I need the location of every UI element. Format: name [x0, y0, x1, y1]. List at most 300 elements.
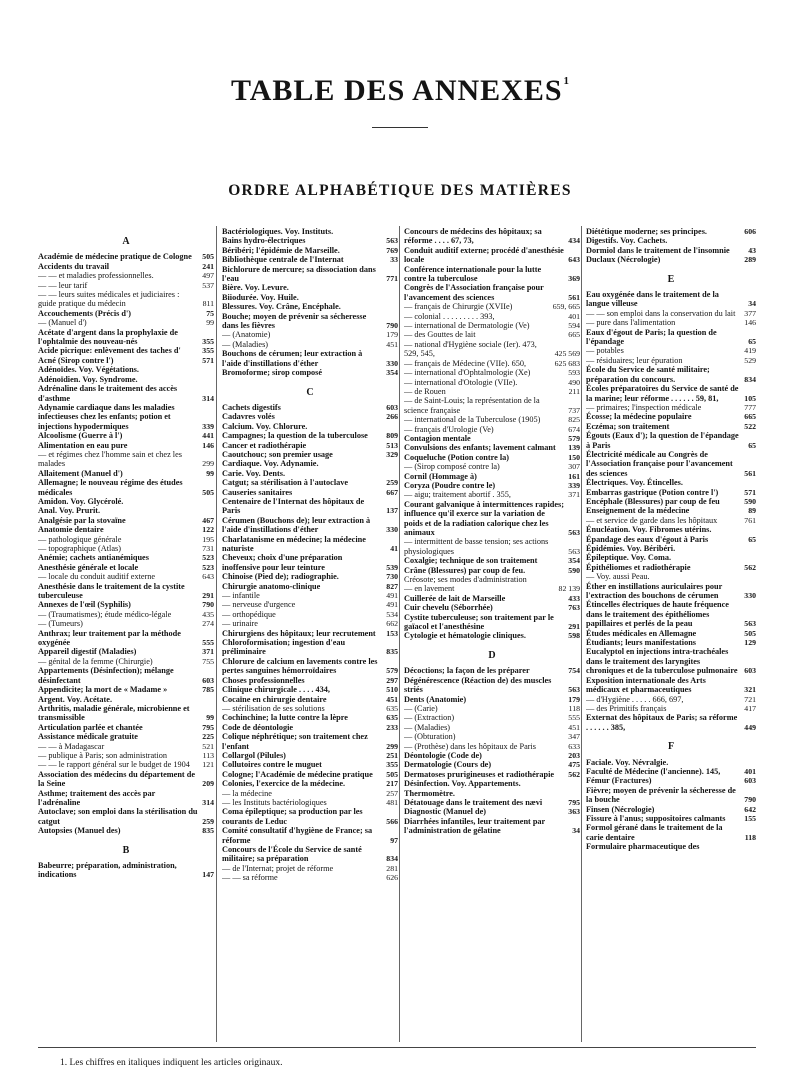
index-entry [38, 403, 214, 431]
index-entry [222, 478, 398, 487]
entry-text: — génital de la femme (Chirurgie) [38, 656, 153, 666]
index-entry [222, 619, 398, 628]
index-entry [222, 732, 398, 751]
entry-page: 523 [202, 553, 214, 563]
entry-page: 34 [572, 826, 580, 836]
entry-text: Allemagne; le nouveau régime des études médicales [38, 478, 183, 497]
entry-text: Alcoolisme (Guerre à l') [38, 431, 123, 441]
index-column-3 [404, 227, 580, 1042]
entry-text: Adénoïdes. Voy. Végétations. [38, 365, 139, 375]
index-entry [586, 450, 756, 478]
entry-text: Bière. Voy. Levure. [222, 283, 289, 293]
index-entry [586, 236, 756, 245]
entry-text: Exposition internationale des Arts médicaux et pharmaceutiques [586, 675, 706, 695]
index-entry [222, 497, 398, 516]
index-entry [404, 751, 580, 760]
entry-page: 339 [202, 421, 214, 431]
entry-page: 571 [744, 487, 756, 497]
index-entry [38, 384, 214, 403]
index-column-1 [38, 227, 214, 1042]
entry-text: Conduit auditif externe; procédé d'anesthésie locale [404, 245, 564, 265]
entry-page: 763 [568, 603, 580, 613]
entry-page: 635 [386, 713, 398, 723]
entry-page: 118 [744, 832, 756, 842]
index-entry [586, 572, 756, 581]
entry-text: Autopsies (Manuel des) [38, 826, 121, 836]
entry-text: — (Sirop composé contre la) [404, 462, 500, 472]
index-entry [586, 814, 756, 823]
index-entry [404, 453, 580, 462]
entry-page: 417 [744, 703, 756, 713]
entry-page: 65 [748, 534, 756, 544]
index-entry [586, 767, 756, 776]
entry-page: 603 [386, 402, 398, 412]
entry-text: — résiduaires; leur épuration [586, 355, 683, 365]
index-entry [222, 723, 398, 732]
index-entry [222, 516, 398, 535]
entry-page: 139 [568, 443, 580, 453]
entry-text: Embarras gastrique (Potion contre l') [586, 487, 719, 497]
index-entry [222, 330, 398, 339]
entry-page: 523 [202, 562, 214, 572]
index-entry [404, 723, 580, 732]
entry-page: 594 [568, 321, 580, 331]
entry-text: Étincelles électriques de haute fréquence dans le traitement des épithéliomes papillaires et perlés de la peau [586, 600, 729, 629]
entry-page: 371 [202, 647, 214, 657]
entry-text: Asthme; traitement des accès par l'adrénaline [38, 788, 156, 807]
index-entry [404, 613, 580, 632]
entry-text: Cuillerée de lait de Marseille [404, 593, 506, 603]
entry-page: 113 [202, 750, 214, 760]
entry-text: Bactériologiques. Voy. Instituts. [222, 227, 334, 236]
entry-text: Code de déontologie [222, 722, 294, 732]
entry-text: Fièvre; moyen de prévenir la sécheresse de la bouche [586, 785, 736, 805]
entry-page: 579 [386, 666, 398, 676]
entry-text: Colonies, l'exercice de la médecine. [222, 779, 346, 789]
entry-text: Cologne; l'Académie de médecine pratique [222, 769, 373, 779]
entry-page: 195 [202, 534, 214, 544]
entry-page: 65 [748, 440, 756, 450]
index-entry [586, 318, 756, 327]
entry-text: Cadavres volés [222, 412, 275, 422]
entry-page: 667 [386, 487, 398, 497]
entry-page: 153 [386, 628, 398, 638]
index-entry [586, 412, 756, 421]
entry-page: 314 [202, 797, 214, 807]
index-entry [38, 535, 214, 544]
entry-text: — (Tumeurs) [38, 619, 83, 629]
entry-page: 179 [386, 330, 398, 340]
entry-page: 75 [206, 308, 214, 318]
entry-text: Clinique chirurgicale . . . . 434, [222, 685, 330, 695]
entry-text: — — leurs suites médicales et judiciaires : guide pratique du médecin [38, 290, 180, 309]
entry-page: 257 [386, 788, 398, 798]
entry-page: 665 [744, 412, 756, 422]
index-entry [586, 255, 756, 264]
index-column-2 [222, 227, 398, 1042]
index-entry [222, 255, 398, 264]
entry-page: 419 [744, 346, 756, 356]
entry-page: 642 [744, 804, 756, 814]
index-entry [404, 443, 580, 452]
entry-text: Dents (Anatomie) [404, 694, 467, 704]
entry-text: Chlorure de calcium en lavements contre les pertes sanguines hémorroïdaires [222, 656, 378, 676]
entry-text: Dermatoses prurigineuses et radiothérapie [404, 769, 555, 779]
index-entry [38, 262, 214, 271]
entry-text: Adynamie cardiaque dans les maladies infectieuses chez les enfants; potion et injections hypodermiques [38, 402, 175, 431]
entry-text: Caoutchouc; son premier usage [222, 449, 333, 459]
index-entry [222, 469, 398, 478]
column-divider [216, 226, 217, 1042]
entry-page: 259 [386, 478, 398, 488]
index-entry [222, 312, 398, 331]
index-entry [222, 760, 398, 769]
entry-text: — international d'Otologie (VIIe). [404, 377, 518, 387]
index-entry [404, 631, 580, 640]
entry-text: Collutoires contre le muguet [222, 760, 322, 770]
entry-text: Blessures. Voy. Crâne, Encéphale. [222, 302, 341, 312]
entry-page: 825 [568, 415, 580, 425]
entry-page: 209 [202, 779, 214, 789]
index-entry [38, 572, 214, 581]
entry-text: — locale du conduit auditif externe [38, 572, 156, 582]
index-entry [586, 647, 756, 675]
index-entry [586, 227, 756, 236]
index-entry [404, 584, 580, 593]
index-entry [222, 422, 398, 431]
index-entry [404, 807, 580, 816]
entry-page: 355 [386, 760, 398, 770]
entry-page: 598 [568, 631, 580, 641]
entry-text: Amidon. Voy. Glycérolé. [38, 496, 124, 506]
entry-text: Alimentation en eau pure [38, 440, 128, 450]
entry-page: 451 [568, 722, 580, 732]
index-entry [38, 290, 214, 309]
entry-page: 755 [202, 656, 214, 666]
index-entry [38, 751, 214, 760]
entry-page: 330 [386, 525, 398, 535]
entry-page: 505 [202, 252, 214, 262]
entry-page: 563 [386, 236, 398, 246]
entry-page: 571 [202, 355, 214, 365]
entry-page: 790 [744, 795, 756, 805]
index-entry [586, 506, 756, 515]
entry-page: 730 [386, 572, 398, 582]
index-entry [222, 600, 398, 609]
entry-page: 795 [202, 722, 214, 732]
index-entry [38, 375, 214, 384]
entry-page: 827 [386, 581, 398, 591]
entry-text: Épileptique. Voy. Coma. [586, 553, 672, 563]
entry-text: — potables [586, 346, 624, 356]
footnote-marker: 1 [563, 75, 571, 87]
entry-page: 371 [568, 490, 580, 500]
index-entry [38, 861, 214, 880]
entry-page: 606 [744, 227, 756, 236]
entry-page: 433 [568, 593, 580, 603]
index-entry [586, 695, 756, 704]
index-entry [586, 553, 756, 562]
entry-page: 769 [386, 245, 398, 255]
entry-text: Externat des hôpitaux de Paris; sa réforme . . . . . . 385, [586, 713, 738, 732]
entry-page: 122 [202, 525, 214, 535]
entry-text: Détatouage dans le traitement des nævi [404, 797, 543, 807]
entry-text: Bouche; moyen de prévenir sa sécheresse dans les fièvres [222, 311, 367, 331]
index-entry [586, 403, 756, 412]
entry-text: Béribéri; l'épidémie de Marseille. [222, 245, 340, 255]
entry-text: Adénoïdien. Voy. Syndrome. [38, 374, 138, 384]
entry-text: Catgut; sa stérilisation à l'autoclave [222, 478, 349, 488]
entry-page: 635 [386, 703, 398, 713]
entry-page: 785 [202, 685, 214, 695]
entry-text: Faculté de Médecine (l'ancienne). 145, [586, 766, 721, 776]
index-entry [404, 387, 580, 396]
entry-text: Dégénérescence (Réaction de) des muscles striés [404, 675, 552, 695]
entry-text: Acide picrique: enlèvement des taches d' [38, 346, 181, 356]
entry-page: 467 [202, 515, 214, 525]
entry-page: 811 [202, 299, 214, 309]
entry-text: — pure dans l'alimentation [586, 318, 676, 328]
entry-page: 330 [386, 358, 398, 368]
entry-text: — aigu; traitement abortif . 355, [404, 490, 511, 500]
entry-page: 491 [386, 600, 398, 610]
index-entry [222, 798, 398, 807]
index-entry [38, 516, 214, 525]
entry-text: Éther en instillations auriculaires pour l'extraction des bouchons de cérumen [586, 581, 723, 601]
entry-text: — — le rapport général sur le budget de 1904 [38, 760, 190, 770]
index-entry [38, 770, 214, 789]
entry-page: 146 [744, 318, 756, 328]
page-title: TABLE DES ANNEXES$^1$ [230, 74, 571, 107]
entry-page: 339 [568, 480, 580, 490]
entry-text: Convulsions des enfants; lavement calmant [404, 443, 556, 453]
entry-text: Cardiaque. Voy. Adynamie. [222, 459, 319, 469]
entry-page: 203 [568, 750, 580, 760]
entry-page: 563 [568, 685, 580, 695]
index-entry [38, 629, 214, 648]
index-entry [586, 582, 756, 601]
entry-text: Assistance médicale gratuite [38, 732, 138, 742]
entry-text: — d'Hygiène . . . . . 666, 697, [586, 694, 684, 704]
entry-page: 401 [744, 766, 756, 776]
index-entry [38, 619, 214, 628]
entry-text: Fémur (Fractures) [586, 776, 652, 786]
section-letter: A [122, 236, 130, 247]
entry-page: 505 [744, 628, 756, 638]
entry-page: 369 [568, 274, 580, 284]
entry-text: Eau oxygénée dans le traitement de la langue villeuse [586, 290, 719, 309]
entry-text: — la médecine [222, 788, 272, 798]
entry-text: Anémie; cachets antianémiques [38, 553, 149, 563]
entry-page: 377 [744, 308, 756, 318]
entry-page: 449 [744, 722, 756, 732]
index-entry [586, 600, 756, 628]
entry-page: 790 [386, 321, 398, 331]
entry-page: 665 [568, 330, 580, 340]
entry-text: Désinfection. Voy. Appartements. Thermomètre. [404, 779, 521, 798]
entry-page: 539 [386, 562, 398, 572]
entry-text: Chirurgie anatomo-clinique [222, 581, 321, 591]
index-entry [38, 497, 214, 506]
index-entry [586, 758, 756, 767]
entry-text: Dormiol dans le traitement de l'insomnie [586, 245, 730, 255]
entry-text: — (Manuel d') [38, 318, 87, 328]
entry-text: Appendicite; la mort de « Madame » [38, 685, 168, 695]
entry-page: 674 [568, 424, 580, 434]
entry-text: Anatomie dentaire [38, 525, 104, 535]
index-entry [222, 236, 398, 245]
section-letter: C [306, 386, 314, 398]
entry-page: 721 [744, 694, 756, 704]
index-entry [38, 582, 214, 601]
entry-page: 561 [568, 292, 580, 302]
entry-page: 289 [744, 255, 756, 265]
index-entry [222, 685, 398, 694]
entry-text: Bains hydro-électriques [222, 236, 306, 246]
entry-text: Acétate d'argent dans la prophylaxie de l'ophtalmie des nouveau-nés [38, 327, 178, 347]
entry-text: — de Saint-Louis; la représentation de la science française [404, 396, 540, 415]
entry-text: Encéphale (Blessures) par coup de feu [586, 496, 720, 506]
entry-text: Enseignement de la médecine [586, 506, 690, 516]
entry-page: 211 [568, 386, 580, 396]
entry-page: 790 [202, 600, 214, 610]
index-entry [404, 742, 580, 751]
index-entry [222, 789, 398, 798]
index-entry [404, 695, 580, 704]
entry-page: 537 [202, 280, 214, 290]
index-entry [404, 556, 580, 565]
entry-page: 731 [202, 544, 214, 553]
entry-page: 65 [748, 337, 756, 347]
entry-text: Diététique moderne; ses principes. [586, 227, 707, 236]
index-entry [222, 403, 398, 412]
index-entry [586, 356, 756, 365]
footnote-rule [38, 1047, 756, 1048]
entry-text: Cystite tuberculeuse; son traitement par le gaïacol et l'anesthésine [404, 612, 554, 632]
index-entry [404, 396, 580, 415]
index-entry [38, 328, 214, 347]
index-entry [586, 842, 756, 851]
entry-text: — (Carie) [404, 703, 438, 713]
entry-text: Énucléation. Voy. Fibromes utérins. [586, 525, 712, 535]
entry-page: 401 [568, 311, 580, 321]
entry-text: — (Maladies) [404, 722, 451, 732]
entry-text: Coryza (Poudre contre le) [404, 480, 496, 490]
section-letter: F [667, 741, 675, 753]
index-entry [404, 246, 580, 265]
index-entry [586, 478, 756, 487]
index-entry [404, 666, 580, 675]
entry-page: 82 139 [558, 584, 580, 594]
index-entry [404, 500, 580, 538]
entry-text: — et service de garde dans les hôpitaux [586, 515, 718, 525]
index-entry [38, 544, 214, 553]
entry-text: — (Obturation) [404, 732, 456, 742]
index-entry [586, 488, 756, 497]
entry-text: Anal. Voy. Prurit. [38, 506, 101, 516]
entry-text: — urinaire [222, 619, 258, 629]
index-entry [586, 563, 756, 572]
entry-text: Bromoforme; sirop composé [222, 368, 323, 378]
entry-text: Campagnes; la question de la tuberculose [222, 431, 368, 441]
entry-text: Articulation parlée et chantée [38, 722, 143, 732]
entry-text: Écosse; la médecine populaire [586, 412, 692, 422]
entry-page: 425 569 [554, 349, 580, 359]
index-entry [38, 657, 214, 666]
index-entry [586, 290, 756, 309]
index-entry [38, 685, 214, 694]
entry-text: Carie. Voy. Dents. [222, 468, 286, 478]
entry-text: Bouchons de cérumen; leur extraction à l'aide d'instillations d'éther [222, 349, 363, 368]
entry-page: 521 [202, 741, 214, 751]
entry-page: 217 [386, 779, 398, 789]
index-entry [404, 472, 580, 481]
entry-text: Appartements (Désinfection); mélange désinfectant [38, 666, 174, 685]
entry-text: Eczéma; son traitement [586, 421, 670, 431]
index-entry [222, 695, 398, 704]
entry-page: 626 [386, 873, 398, 883]
index-entry [222, 864, 398, 873]
index-entry [222, 770, 398, 779]
entry-page: 522 [744, 421, 756, 431]
entry-page: 561 [744, 468, 756, 478]
index-entry [404, 713, 580, 722]
index-entry [222, 450, 398, 459]
entry-text: — (Maladies) [222, 339, 269, 349]
entry-page: 835 [386, 647, 398, 657]
index-entry [222, 704, 398, 713]
index-entry [38, 309, 214, 318]
index-entry [222, 441, 398, 450]
index-entry [38, 478, 214, 497]
index-entry [38, 365, 214, 374]
index-entry [586, 776, 756, 785]
entry-text: — Voy. aussi Peau. [586, 572, 650, 582]
section-letter: D [488, 649, 496, 661]
entry-page: 179 [568, 694, 580, 704]
index-entry [404, 760, 580, 769]
entry-page: 761 [744, 515, 756, 525]
entry-text: Électriques. Voy. Étincelles. [586, 478, 683, 488]
entry-page: 129 [744, 638, 756, 648]
entry-page: 603 [744, 776, 756, 786]
index-entry [404, 732, 580, 741]
index-entry [404, 490, 580, 499]
index-entry [404, 425, 580, 434]
entry-text: Chloroformisation; ingestion d'eau préliminaire [222, 638, 346, 657]
entry-text: — topographique (Atlas) [38, 544, 121, 553]
index-entry [38, 789, 214, 808]
entry-text: — en lavement [404, 584, 455, 594]
entry-text: Égouts (Eaux d'); la question de l'épandage à Paris [586, 431, 739, 450]
entry-text: Cuir chevelu (Séborrhée) [404, 603, 493, 613]
entry-page: 633 [568, 741, 580, 751]
entry-text: Déontologie (Code de) [404, 750, 482, 760]
entry-page: 659, 665 [552, 302, 580, 312]
index-entry [222, 676, 398, 685]
entry-text: Annexes de l'œil (Syphilis) [38, 600, 131, 610]
entry-text: — (Prothèse) dans les hôpitaux de Paris [404, 741, 536, 751]
entry-text: Coma épileptique; sa production par les courants de Leduc [222, 807, 363, 826]
entry-page: 150 [568, 452, 580, 462]
entry-text: Coqueluche (Potion contre la) [404, 452, 510, 462]
entry-text: Académie de médecine pratique de Cologne [38, 252, 192, 262]
entry-page: 251 [386, 750, 398, 760]
index-entry [404, 283, 580, 302]
entry-text: — stérilisation de ses solutions [222, 703, 325, 713]
index-entry [404, 434, 580, 443]
entry-page: 146 [202, 440, 214, 450]
